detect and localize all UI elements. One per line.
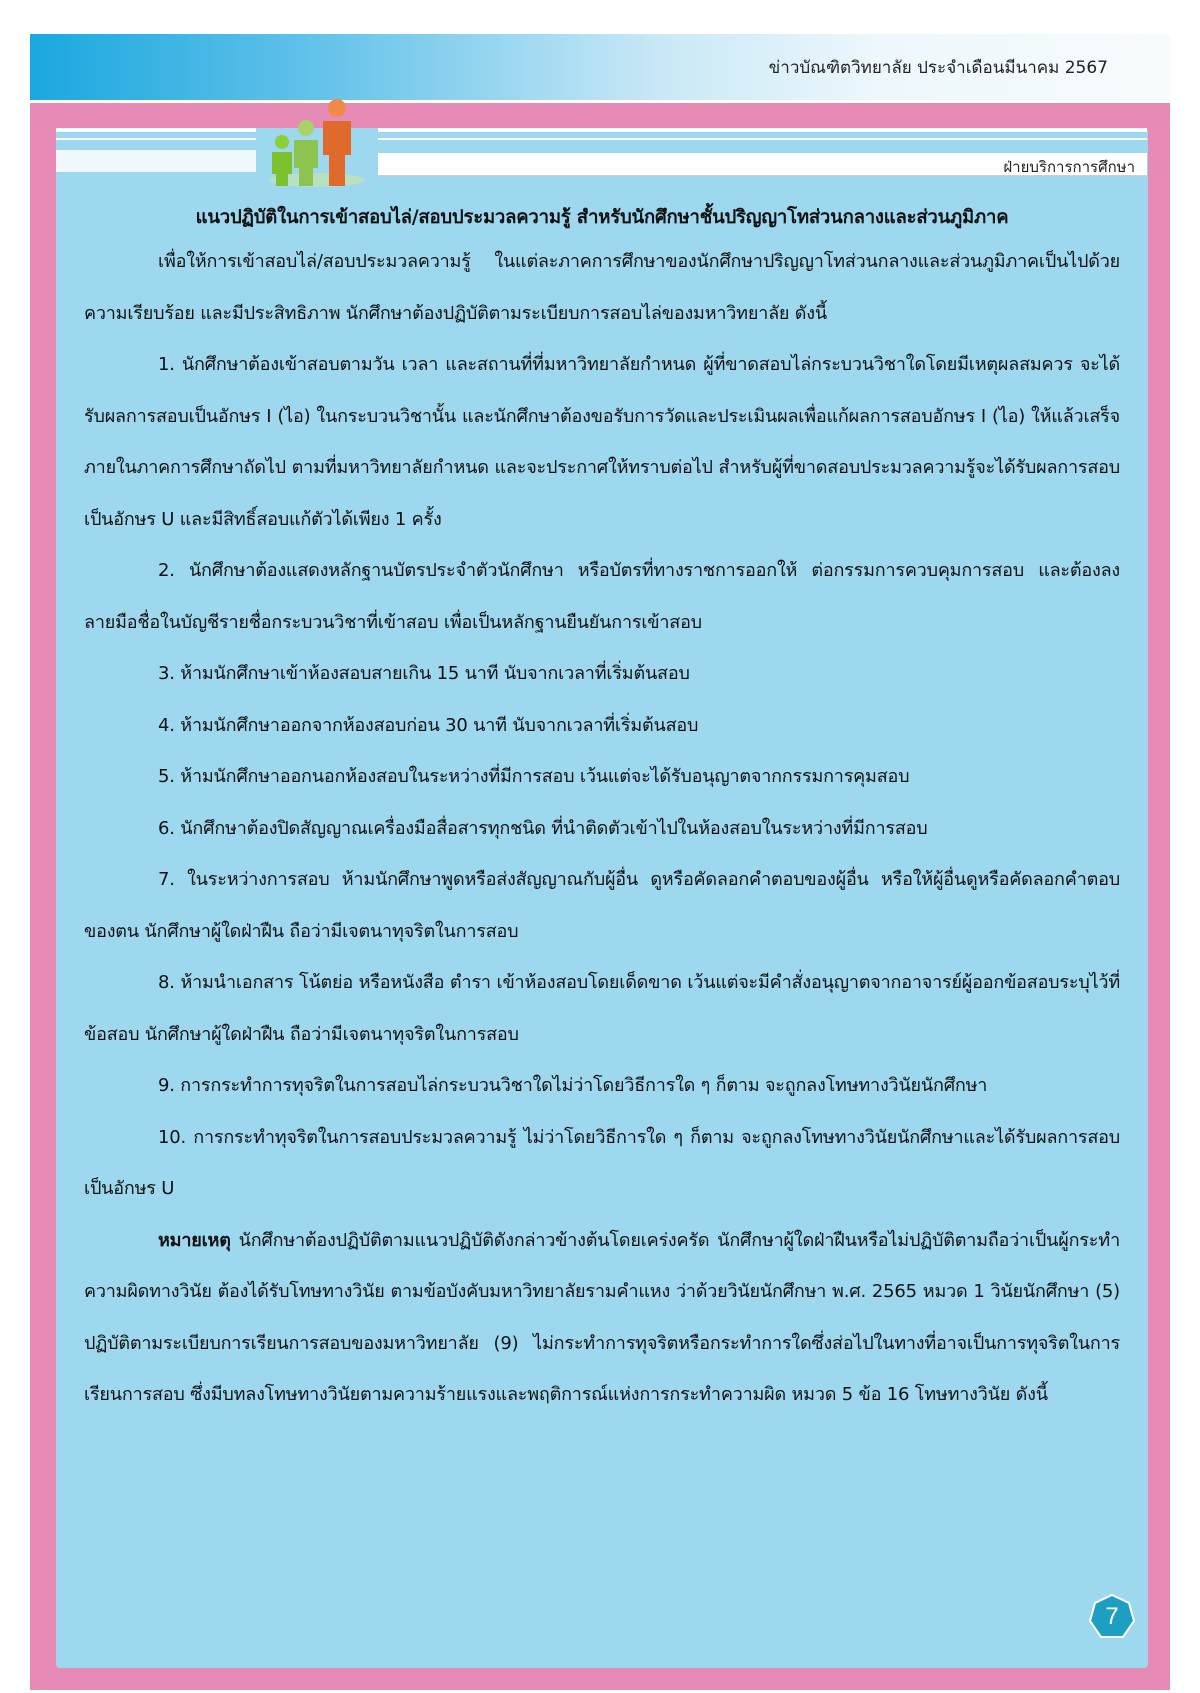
department-label: ฝ่ายบริการการศึกษา bbox=[1003, 158, 1135, 176]
intro-paragraph: เพื่อให้การเข้าสอบไล่/สอบประมวลความรู้ ในแต่ละภาคการศึกษาของนักศึกษาปริญญาโทส่วนกลางและส่วนภูมิภาคเป็นไปด้วยความเรียบร้อย และมีประสิทธิภาพ นักศึกษาต้องปฏิบัติตามระเบียบการสอบไล่ของมหาวิทยาลัย ดังนี้ bbox=[84, 251, 1120, 324]
note-paragraph bbox=[84, 1215, 1120, 1421]
people-figures-icon bbox=[262, 98, 382, 190]
page-number: 7 bbox=[1105, 1603, 1119, 1630]
rule-item: 2. นักศึกษาต้องแสดงหลักฐานบัตรประจำตัวนักศึกษา หรือบัตรที่ทางราชการออกให้ ต่อกรรมการควบคุมการสอบ และต้องลงลายมือชื่อในบัญชีรายชื่อกระบวนวิชาที่เข้าสอบ เพื่อเป็นหลักฐานยืนยันการเข้าสอบ bbox=[84, 560, 1120, 633]
decor-stripe bbox=[378, 138, 1147, 140]
document-title: แนวปฏิบัติในการเข้าสอบไล่/สอบประมวลความรู้ สำหรับนักศึกษาชั้นปริญญาโทส่วนกลางและส่วนภูมิภาค bbox=[195, 207, 1009, 228]
rule-item: 5. ห้ามนักศึกษาออกนอกห้องสอบในระหว่างที่มีการสอบ เว้นแต่จะได้รับอนุญาตจากกรรมการคุมสอบ bbox=[158, 766, 910, 787]
rule-item: 9. การกระทำการทุจริตในการสอบไล่กระบวนวิชาใดไม่ว่าโดยวิธีการใด ๆ ก็ตาม จะถูกลงโทษทางวินัยนักศึกษา bbox=[158, 1075, 988, 1096]
note-label: หมายเหตุ bbox=[158, 1229, 231, 1251]
rule-item: 8. ห้ามนำเอกสาร โน้ตย่อ หรือหนังสือ ตำรา เข้าห้องสอบโดยเด็ดขาด เว้นแต่จะมีคำสั่งอนุญาตจากอาจารย์ผู้ออกข้อสอบระบุไว้ที่ข้อสอบ นักศึกษาผู้ใดฝ่าฝืน ถือว่ามีเจตนาทุจริตในการสอบ bbox=[84, 972, 1120, 1045]
publication-title: ข่าวบัณฑิตวิทยาลัย ประจำเดือนมีนาคม 2567 bbox=[768, 58, 1108, 78]
rule-item: 3. ห้ามนักศึกษาเข้าห้องสอบสายเกิน 15 นาที นับจากเวลาที่เริ่มต้นสอบ bbox=[158, 663, 690, 684]
rule-item: 4. ห้ามนักศึกษาออกจากห้องสอบก่อน 30 นาที นับจากเวลาที่เริ่มต้นสอบ bbox=[158, 714, 699, 736]
rule-item: 10. การกระทำทุจริตในการสอบประมวลความรู้ ไม่ว่าโดยวิธีการใด ๆ ก็ตาม จะถูกลงโทษทางวินัยนักศึกษาและได้รับผลการสอบเป็นอักษร U bbox=[84, 1126, 1120, 1199]
rule-item: 6. นักศึกษาต้องปิดสัญญาณเครื่องมือสื่อสารทุกชนิด ที่นำติดตัวเข้าไปในห้องสอบในระหว่างที่มีการสอบ bbox=[158, 817, 928, 839]
header-band bbox=[30, 34, 1170, 100]
note-text: นักศึกษาต้องปฏิบัติตามแนวปฏิบัติดังกล่าวข้างต้นโดยเคร่งครัด นักศึกษาผู้ใดฝ่าฝืนหรือไม่ปฏิบัติตามถือว่าเป็นผู้กระทำความผิดทางวินัย ต้องได้รับโทษทางวินัย ตามข้อบังคับมหาวิทยาลัยรามคำแหง ว่าด้วยวินัยนักศึกษา พ.ศ. 2565 หมวด 1 วินัยนักศึกษา (5) ปฏิบัติตามระเบียบการเรียนการสอบของมหาวิทยาลัย (9) ไม่กระทำการทุจริตหรือกระทำการใดซึ่งส่อไปในทางที่อาจเป็นการทุจริตในการเรียนการสอบ ซึ่งมีบทลงโทษทางวินัยตามความร้ายแรงและพฤติการณ์แห่งการกระทำความผิด หมวด 5 ข้อ 16 โทษทางวินัย ดังนี้ bbox=[84, 1229, 1120, 1405]
rule-item: 7. ในระหว่างการสอบ ห้ามนักศึกษาพูดหรือส่งสัญญาณกับผู้อื่น ดูหรือคัดลอกคำตอบของผู้อื่น หรือให้ผู้อื่นดูหรือคัดลอกคำตอบของตน นักศึกษาผู้ใดฝ่าฝืน ถือว่ามีเจตนาทุจริตในการสอบ bbox=[84, 869, 1120, 942]
decor-stripe bbox=[56, 150, 256, 172]
decor-stripe bbox=[56, 138, 256, 140]
page-badge bbox=[1088, 1593, 1136, 1641]
document-body bbox=[84, 200, 1120, 1421]
decor-stripe bbox=[378, 128, 1147, 132]
decor-stripe bbox=[56, 128, 256, 132]
rule-item: 1. นักศึกษาต้องเข้าสอบตามวัน เวลา และสถานที่ที่มหาวิทยาลัยกำหนด ผู้ที่ขาดสอบไล่กระบวนวิชาใดโดยมีเหตุผลสมควร จะได้รับผลการสอบเป็นอักษร I (ไอ) ในกระบวนวิชานั้น และนักศึกษาต้องขอรับการวัดและประเมินผลเพื่อแก้ผลการสอบอักษร I (ไอ) ให้แล้วเสร็จภายในภาคการศึกษาถัดไป ตามที่มหาวิทยาลัยกำหนด และจะประกาศให้ทราบต่อไป สำหรับผู้ที่ขาดสอบประมวลความรู้จะได้รับผลการสอบเป็นอักษร U และมีสิทธิ์สอบแก้ตัวได้เพียง 1 ครั้ง bbox=[84, 354, 1120, 530]
department-bar bbox=[378, 153, 1147, 176]
